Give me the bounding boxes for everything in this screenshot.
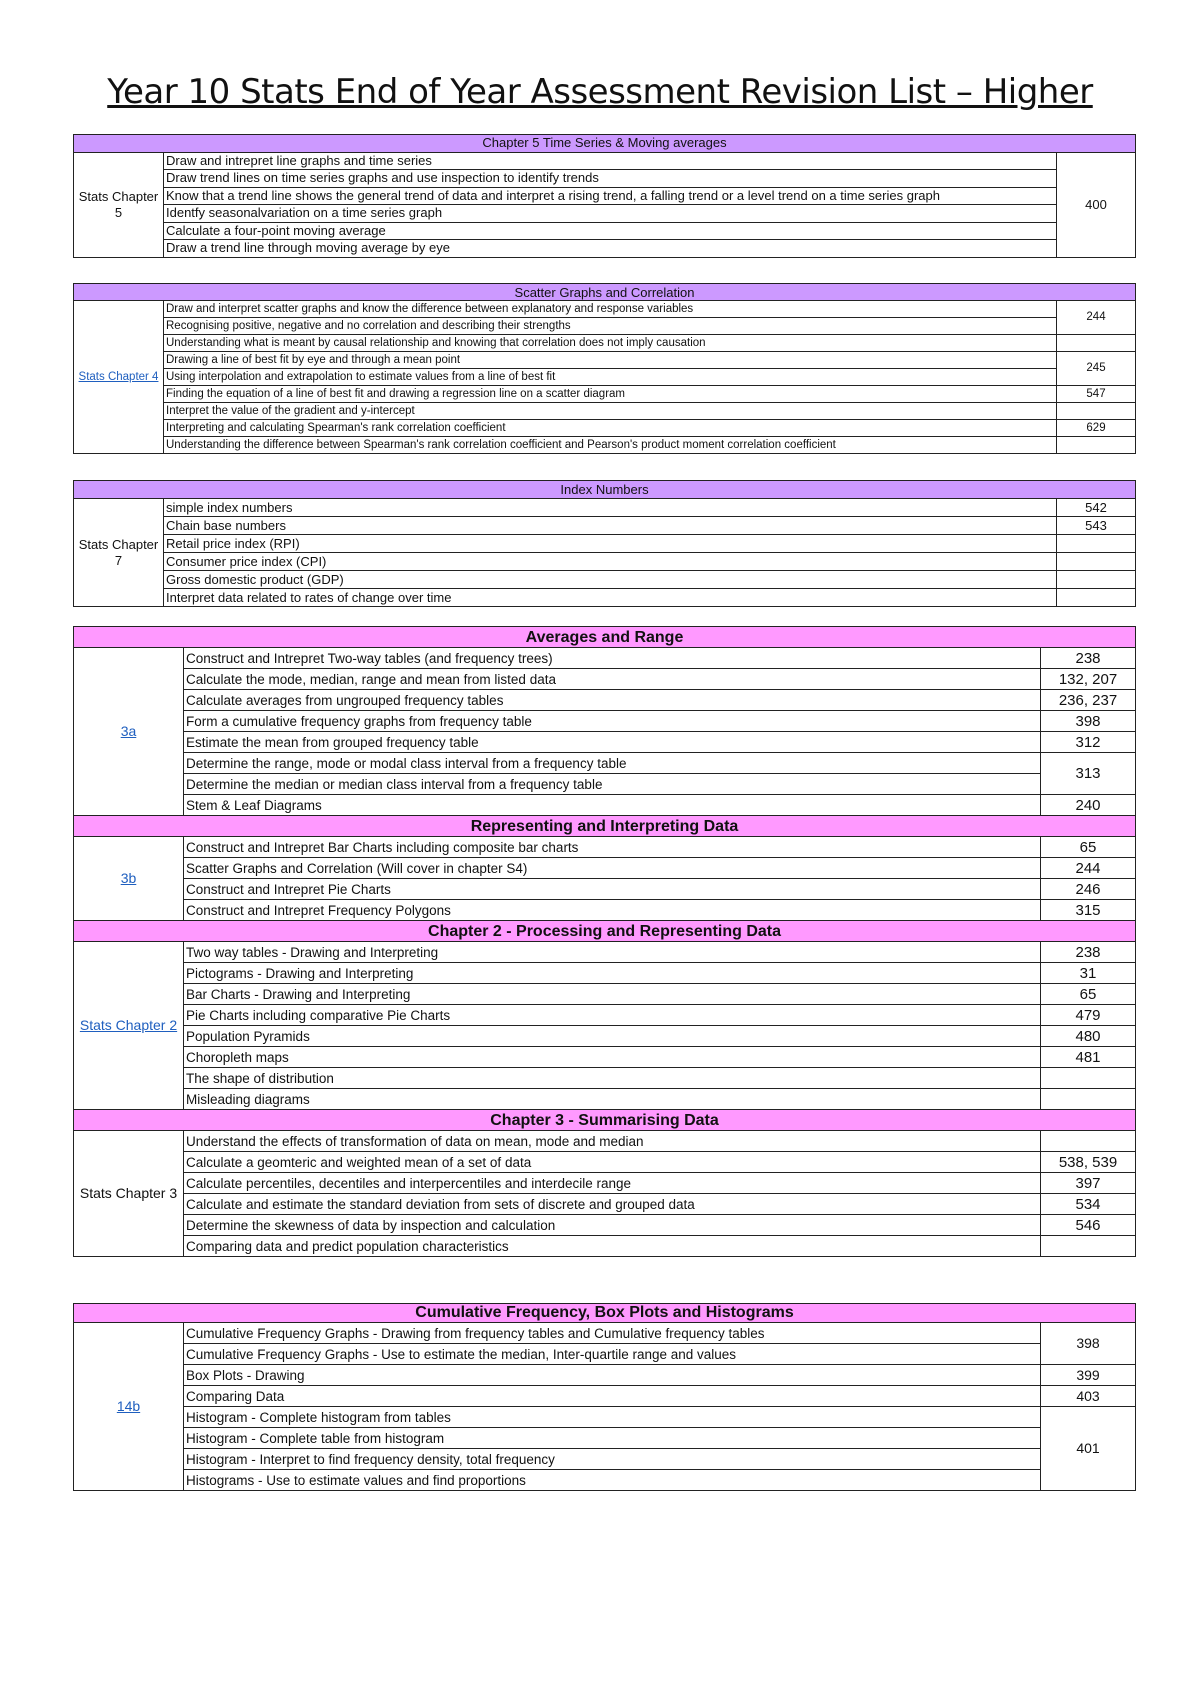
topic-row: Histogram - Complete table from histogram [184,1428,1041,1449]
page-number: 547 [1057,386,1136,403]
topic-row: Interpreting and calculating Spearman's rank correlation coefficient [164,420,1057,437]
topic-row: Finding the equation of a line of best fit and drawing a regression line on a scatter diagram [164,386,1057,403]
page-number: 246 [1041,879,1136,900]
page-number [1057,403,1136,420]
chapter-label: Stats Chapter 3 [74,1131,184,1257]
section-time-series [73,134,1135,258]
topic-row: Population Pyramids [184,1026,1041,1047]
page-number: 629 [1057,420,1136,437]
page-number [1057,335,1136,352]
page-title: Year 10 Stats End of Year Assessment Revision List – Higher [107,72,1093,112]
page-number: 403 [1041,1386,1136,1407]
page-number [1057,589,1136,607]
page-number: 312 [1041,732,1136,753]
section-header: Scatter Graphs and Correlation [74,284,1136,301]
page-number: 481 [1041,1047,1136,1068]
page-number: 238 [1041,942,1136,963]
topic-row: Draw and interpret scatter graphs and know the difference between explanatory and response variables [164,301,1057,318]
page-number: 397 [1041,1173,1136,1194]
topic-row: Recognising positive, negative and no correlation and describing their strengths [164,318,1057,335]
topic-row: Determine the range, mode or modal class interval from a frequency table [184,753,1041,774]
chapter-label: Stats Chapter 5 [74,152,164,257]
topic-row: Construct and Intrepret Bar Charts including composite bar charts [184,837,1041,858]
topic-row: Calculate percentiles, decentiles and interpercentiles and interdecile range [184,1173,1041,1194]
page-number: 542 [1057,499,1136,517]
page-number: 313 [1041,753,1136,795]
page-number: 399 [1041,1365,1136,1386]
page-number [1057,553,1136,571]
section-cumulative-frequency [73,1303,1135,1491]
topic-row: Misleading diagrams [184,1089,1041,1110]
topic-row: Interpret data related to rates of change over time [164,589,1057,607]
page-number: 401 [1041,1407,1136,1491]
chapter-link[interactable]: 3a [74,648,184,816]
topic-row: Histogram - Interpret to find frequency density, total frequency [184,1449,1041,1470]
chapter-label: Stats Chapter 7 [74,499,164,607]
topic-row: Form a cumulative frequency graphs from frequency table [184,711,1041,732]
topic-row: Construct and Intrepret Pie Charts [184,879,1041,900]
topic-row: Construct and Intrepret Frequency Polygons [184,900,1041,921]
chapter-link[interactable]: 14b [74,1323,184,1491]
page-number: 31 [1041,963,1136,984]
page-number: 398 [1041,711,1136,732]
section-header: Averages and Range [74,627,1136,648]
topic-row: Comparing Data [184,1386,1041,1407]
page-number [1057,437,1136,454]
topic-row: Histograms - Use to estimate values and find proportions [184,1470,1041,1491]
topic-row: Pictograms - Drawing and Interpreting [184,963,1041,984]
page-number: 543 [1057,517,1136,535]
topic-row: Using interpolation and extrapolation to estimate values from a line of best fit [164,369,1057,386]
topic-row: Interpret the value of the gradient and y-intercept [164,403,1057,420]
section-header: Representing and Interpreting Data [74,816,1136,837]
topic-row: Cumulative Frequency Graphs - Drawing from frequency tables and Cumulative frequency tables [184,1323,1041,1344]
page-number: 315 [1041,900,1136,921]
page-number: 534 [1041,1194,1136,1215]
page-number: 240 [1041,795,1136,816]
topic-row: Calculate and estimate the standard deviation from sets of discrete and grouped data [184,1194,1041,1215]
section-header: Chapter 5 Time Series & Moving averages [74,135,1136,153]
chapter-link[interactable]: Stats Chapter 2 [74,942,184,1110]
chapter-link[interactable]: 3b [74,837,184,921]
topic-row: Determine the median or median class interval from a frequency table [184,774,1041,795]
section-header: Index Numbers [74,481,1136,499]
topic-row: simple index numbers [164,499,1057,517]
topic-row: Scatter Graphs and Correlation (Will cover in chapter S4) [184,858,1041,879]
page-number [1041,1089,1136,1110]
topic-row: Determine the skewness of data by inspection and calculation [184,1215,1041,1236]
page-number: 480 [1041,1026,1136,1047]
topic-row: Stem & Leaf Diagrams [184,795,1041,816]
page-number: 236, 237 [1041,690,1136,711]
page-number: 400 [1057,152,1136,257]
topic-row: Consumer price index (CPI) [164,553,1057,571]
topic-row: Histogram - Complete histogram from tables [184,1407,1041,1428]
page-number [1041,1068,1136,1089]
topic-row: Two way tables - Drawing and Interpreting [184,942,1041,963]
page-number: 398 [1041,1323,1136,1365]
section-header: Chapter 3 - Summarising Data [74,1110,1136,1131]
topic-row: Understand the effects of transformation of data on mean, mode and median [184,1131,1041,1152]
section-data-handling [73,626,1135,1257]
page-number: 245 [1057,352,1136,386]
topic-row: Drawing a line of best fit by eye and through a mean point [164,352,1057,369]
page-number: 244 [1041,858,1136,879]
page-number [1041,1236,1136,1257]
topic-row: Draw and intrepret line graphs and time series [164,152,1057,170]
section-index-numbers [73,480,1135,607]
topic-row: Box Plots - Drawing [184,1365,1041,1386]
section-header: Cumulative Frequency, Box Plots and Histograms [74,1304,1136,1323]
page-number [1057,571,1136,589]
page-number: 65 [1041,837,1136,858]
topic-row: Know that a trend line shows the general trend of data and interpret a rising trend, a falling trend or a level trend on a time series graph [164,187,1057,205]
topic-row: The shape of distribution [184,1068,1041,1089]
section-header: Chapter 2 - Processing and Representing Data [74,921,1136,942]
topic-row: Understanding what is meant by causal relationship and knowing that correlation does not imply causation [164,335,1057,352]
page-number: 65 [1041,984,1136,1005]
topic-row: Calculate a four-point moving average [164,222,1057,240]
page-number: 244 [1057,301,1136,335]
topic-row: Retail price index (RPI) [164,535,1057,553]
topic-row: Bar Charts - Drawing and Interpreting [184,984,1041,1005]
topic-row: Choropleth maps [184,1047,1041,1068]
topic-row: Calculate averages from ungrouped frequency tables [184,690,1041,711]
page-number: 238 [1041,648,1136,669]
topic-row: Understanding the difference between Spearman's rank correlation coefficient and Pearson's product moment correlation coefficient [164,437,1057,454]
page-number: 538, 539 [1041,1152,1136,1173]
page-number [1041,1131,1136,1152]
topic-row: Gross domestic product (GDP) [164,571,1057,589]
page-number: 479 [1041,1005,1136,1026]
page-number [1057,535,1136,553]
topic-row: Draw a trend line through moving average by eye [164,240,1057,258]
chapter-link[interactable]: Stats Chapter 4 [74,301,164,454]
topic-row: Calculate a geomteric and weighted mean of a set of data [184,1152,1041,1173]
section-scatter-graphs [73,283,1135,454]
topic-row: Identfy seasonalvariation on a time series graph [164,205,1057,223]
page-number: 132, 207 [1041,669,1136,690]
topic-row: Calculate the mode, median, range and mean from listed data [184,669,1041,690]
topic-row: Construct and Intrepret Two-way tables (and frequency trees) [184,648,1041,669]
topic-row: Cumulative Frequency Graphs - Use to estimate the median, Inter-quartile range and values [184,1344,1041,1365]
page-number: 546 [1041,1215,1136,1236]
topic-row: Estimate the mean from grouped frequency table [184,732,1041,753]
topic-row: Pie Charts including comparative Pie Charts [184,1005,1041,1026]
topic-row: Comparing data and predict population characteristics [184,1236,1041,1257]
topic-row: Chain base numbers [164,517,1057,535]
topic-row: Draw trend lines on time series graphs and use inspection to identify trends [164,170,1057,188]
